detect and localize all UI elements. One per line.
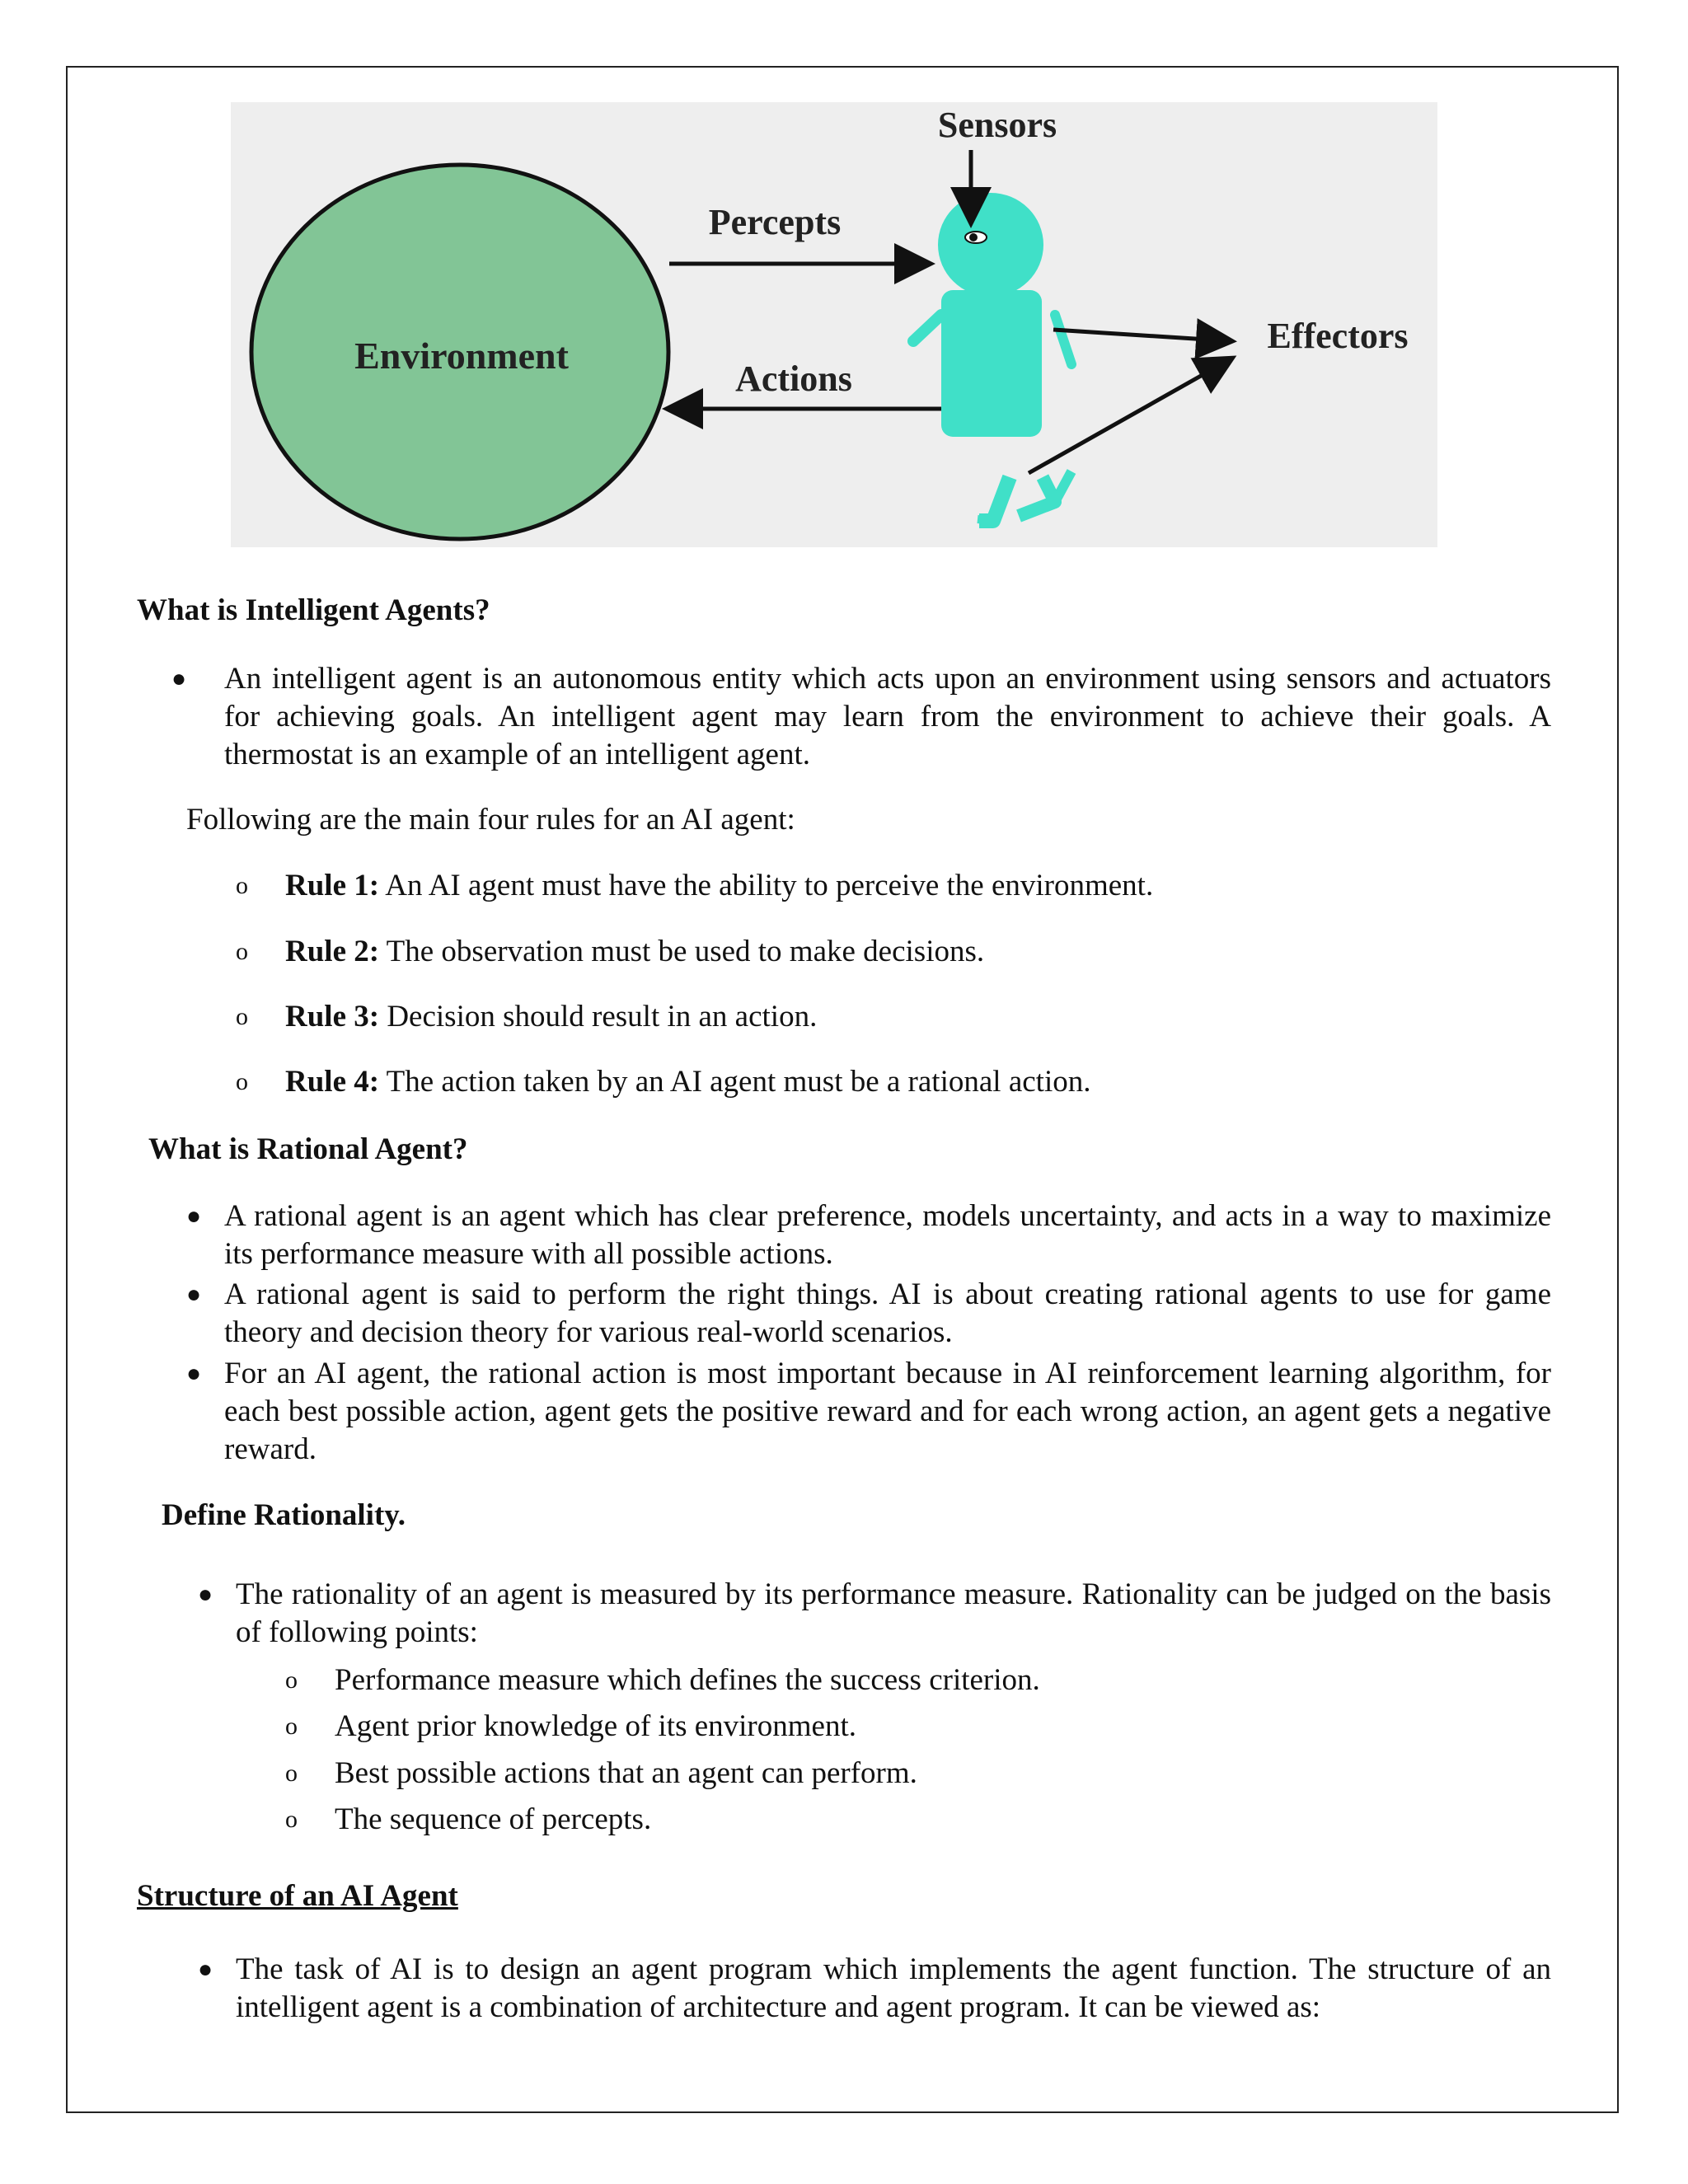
circle-marker: o: [236, 1003, 248, 1030]
effectors-label: Effectors: [1267, 316, 1409, 356]
rule-1-label: Rule 1:: [285, 869, 380, 902]
rational-agent-point-2: A rational agent is said to perform the right things. AI is about creating rational agents to use for game theory and decision theory for various real-world scenarios.: [224, 1277, 1551, 1349]
bullet-marker: ●: [186, 1202, 202, 1230]
rule-2-text: The observation must be used to make decisions.: [379, 935, 985, 968]
circle-marker: o: [236, 1068, 248, 1095]
actions-label: Actions: [735, 359, 852, 399]
rule-1-text: An AI agent must have the ability to perceive the environment.: [379, 869, 1154, 902]
sensors-label: Sensors: [937, 105, 1057, 145]
circle-marker: o: [285, 1760, 298, 1787]
rule-4: [285, 1063, 1090, 1101]
rules-intro: Following are the main four rules for an AI agent:: [186, 803, 795, 837]
bullet-marker: ●: [198, 1956, 213, 1983]
rationality-point-4: The sequence of percepts.: [335, 1802, 652, 1836]
intelligent-agent-definition: An intelligent agent is an autonomous entity which acts upon an environment using sensors and actuators for achieving goals. An intelligent agent may learn from the environment to achieve their goals. A thermostat is an example of an intelligent agent.: [224, 662, 1551, 771]
circle-marker: o: [285, 1713, 298, 1740]
bullet-marker: ●: [186, 1360, 202, 1387]
rule-3: [285, 998, 817, 1036]
rational-agent-point-1: A rational agent is an agent which has clear preference, models uncertainty, and acts in a way to maximize its performance measure with all possible actions.: [224, 1199, 1551, 1271]
circle-marker: o: [285, 1666, 298, 1694]
bullet-marker: ●: [186, 1281, 202, 1308]
heading-define-rationality: Define Rationality.: [162, 1498, 406, 1532]
heading-rational-agent: What is Rational Agent?: [148, 1132, 468, 1166]
heading-intelligent-agents: What is Intelligent Agents?: [137, 593, 490, 627]
rational-agent-point-3: For an AI agent, the rational action is most important because in AI reinforcement learning algorithm, for each best possible action, agent gets the positive reward and for each wrong action, an agent gets a negative reward.: [224, 1357, 1551, 1466]
heading-structure-ai-agent: Structure of an AI Agent: [137, 1879, 458, 1913]
rule-4-label: Rule 4:: [285, 1065, 380, 1099]
bullet-marker: ●: [198, 1581, 213, 1608]
rule-2-label: Rule 2:: [285, 935, 380, 968]
rule-4-text: The action taken by an AI agent must be a rational action.: [379, 1065, 1091, 1099]
rule-1: [285, 867, 1153, 905]
rationality-point-1: Performance measure which defines the success criterion.: [335, 1663, 1040, 1697]
rationality-intro: The rationality of an agent is measured by its performance measure. Rationality can be judged on the basis of following points:: [236, 1577, 1551, 1649]
environment-label: Environment: [354, 335, 569, 377]
rule-2: [285, 933, 984, 971]
circle-marker: o: [236, 938, 248, 965]
agent-environment-diagram: [231, 102, 1437, 547]
bullet-marker: ●: [171, 665, 187, 692]
percepts-label: Percepts: [708, 202, 842, 242]
structure-description: The task of AI is to design an agent program which implements the agent function. The structure of an intelligent agent is a combination of architecture and agent program. It can be viewed as:: [236, 1952, 1551, 2024]
rationality-point-3: Best possible actions that an agent can perform.: [335, 1756, 917, 1790]
circle-marker: o: [285, 1806, 298, 1833]
rule-3-label: Rule 3:: [285, 1000, 380, 1033]
rationality-point-2: Agent prior knowledge of its environment.: [335, 1709, 856, 1743]
circle-marker: o: [236, 872, 248, 899]
rule-3-text: Decision should result in an action.: [379, 1000, 818, 1033]
